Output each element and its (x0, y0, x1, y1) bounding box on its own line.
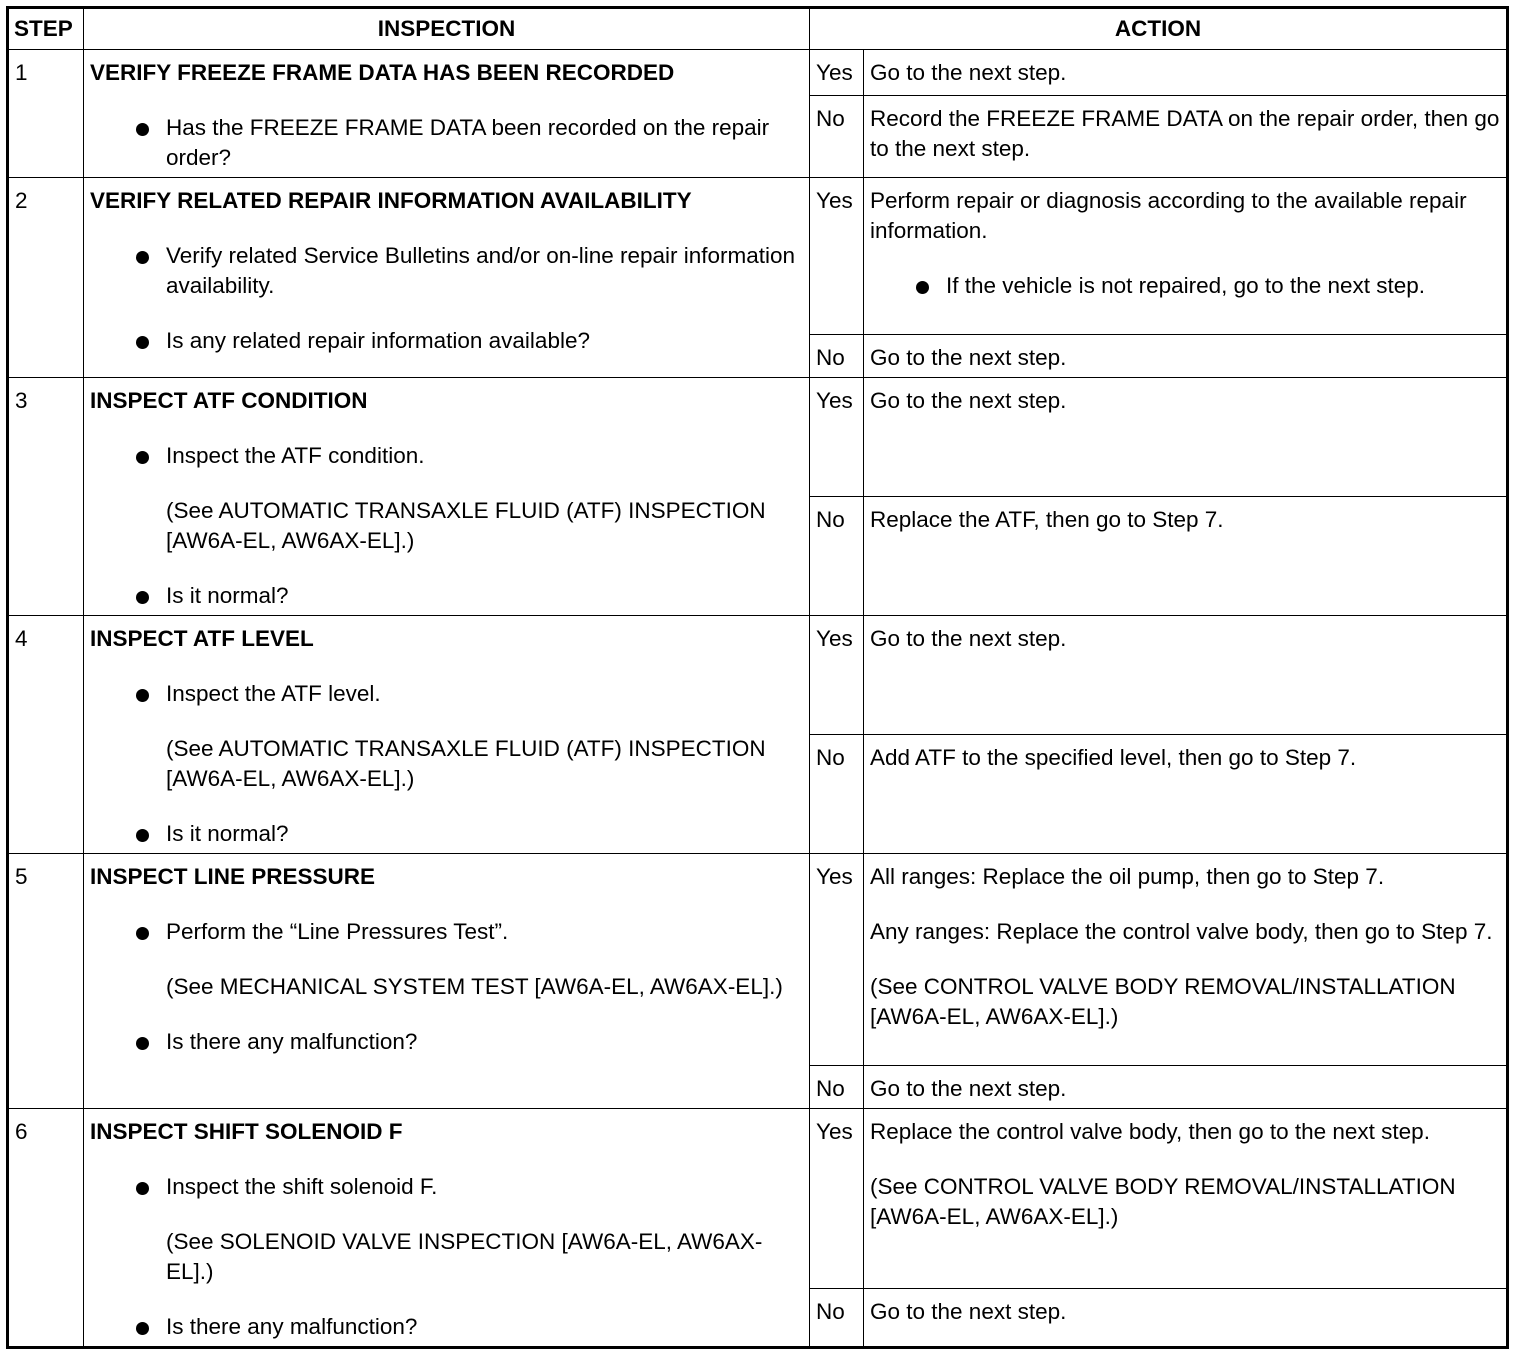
no-label: No (810, 1066, 864, 1109)
action-text: Go to the next step. (870, 626, 1067, 651)
no-label: No (810, 335, 864, 378)
header-inspection: INSPECTION (84, 8, 810, 50)
reference-text: (See MECHANICAL SYSTEM TEST [AW6A-EL, AW6AX-EL].) (166, 974, 783, 999)
yes-label: Yes (810, 50, 864, 96)
yes-action (864, 1109, 1508, 1289)
action-text: Go to the next step. (870, 345, 1067, 370)
step-2-yes-row (8, 178, 1508, 335)
action-text: Replace the ATF, then go to Step 7. (870, 507, 1224, 532)
no-action (864, 1289, 1508, 1348)
inspection-bullet: Perform the “Line Pressures Test”. (90, 917, 803, 947)
step-title: INSPECT ATF CONDITION (90, 388, 368, 413)
action-text: Record the FREEZE FRAME DATA on the repair order, then go to the next step. (870, 106, 1500, 162)
step-title: INSPECT LINE PRESSURE (90, 864, 376, 889)
header-action: ACTION (810, 8, 1508, 50)
no-action (864, 735, 1508, 854)
step-title: INSPECT ATF LEVEL (90, 626, 314, 651)
no-label: No (810, 735, 864, 854)
no-action (864, 96, 1508, 178)
no-label: No (810, 497, 864, 616)
reference-text: (See AUTOMATIC TRANSAXLE FLUID (ATF) INSPECTION [AW6A-EL, AW6AX-EL].) (166, 736, 766, 791)
step-inspection (84, 50, 810, 178)
header-row (8, 8, 1508, 50)
reference-text: (See AUTOMATIC TRANSAXLE FLUID (ATF) INSPECTION [AW6A-EL, AW6AX-EL].) (166, 498, 766, 553)
reference-text: (See SOLENOID VALVE INSPECTION [AW6A-EL, AW6AX-EL].) (166, 1229, 763, 1284)
no-label: No (810, 96, 864, 178)
inspection-bullet: Is there any malfunction? (90, 1312, 803, 1342)
inspection-bullet: Is it normal? (90, 581, 803, 611)
action-reference: (See CONTROL VALVE BODY REMOVAL/INSTALLATION [AW6A-EL, AW6AX-EL].) (870, 1174, 1456, 1229)
step-inspection (84, 378, 810, 616)
yes-label: Yes (810, 616, 864, 735)
step-4-yes-row (8, 616, 1508, 735)
inspection-bullet: Inspect the shift solenoid F. (90, 1172, 803, 1202)
inspection-bullet: Inspect the ATF level. (90, 679, 803, 709)
step-6-yes-row (8, 1109, 1508, 1289)
step-title: VERIFY FREEZE FRAME DATA HAS BEEN RECORDED (90, 60, 675, 85)
step-3-yes-row (8, 378, 1508, 497)
step-number: 4 (8, 616, 84, 854)
inspection-bullet: Is there any malfunction? (90, 1027, 803, 1057)
inspection-bullet: Inspect the ATF condition. (90, 441, 803, 471)
step-inspection (84, 854, 810, 1109)
step-number: 3 (8, 378, 84, 616)
yes-action (864, 178, 1508, 335)
step-number: 5 (8, 854, 84, 1109)
inspection-bullet: Is any related repair information available? (90, 326, 803, 356)
yes-label: Yes (810, 178, 864, 335)
no-action (864, 335, 1508, 378)
action-reference: (See CONTROL VALVE BODY REMOVAL/INSTALLATION [AW6A-EL, AW6AX-EL].) (870, 974, 1456, 1029)
inspection-bullet: Verify related Service Bulletins and/or on-line repair information availability. (90, 241, 803, 301)
yes-action (864, 378, 1508, 497)
step-number: 2 (8, 178, 84, 378)
action-text: Replace the control valve body, then go to the next step. (870, 1119, 1430, 1144)
yes-label: Yes (810, 1109, 864, 1289)
step-5-yes-row (8, 854, 1508, 1066)
action-text: Go to the next step. (870, 1076, 1067, 1101)
action-text: All ranges: Replace the oil pump, then go to Step 7. (870, 864, 1385, 889)
diagnostic-procedure-table (6, 6, 1509, 1349)
step-inspection (84, 616, 810, 854)
inspection-bullet: Has the FREEZE FRAME DATA been recorded on the repair order? (90, 113, 803, 173)
step-number: 6 (8, 1109, 84, 1348)
no-label: No (810, 1289, 864, 1348)
no-action (864, 1066, 1508, 1109)
yes-action (864, 616, 1508, 735)
action-text: Go to the next step. (870, 60, 1067, 85)
yes-action (864, 854, 1508, 1066)
yes-label: Yes (810, 378, 864, 497)
step-title: VERIFY RELATED REPAIR INFORMATION AVAILABILITY (90, 188, 692, 213)
yes-label: Yes (810, 854, 864, 1066)
action-text: Add ATF to the specified level, then go to Step 7. (870, 745, 1357, 770)
inspection-bullet: Is it normal? (90, 819, 803, 849)
header-step: STEP (8, 8, 84, 50)
step-inspection (84, 1109, 810, 1348)
action-text-secondary: Any ranges: Replace the control valve body, then go to Step 7. (870, 919, 1493, 944)
action-text: Perform repair or diagnosis according to the available repair information. (870, 188, 1467, 243)
action-text: Go to the next step. (870, 1299, 1067, 1325)
step-inspection (84, 178, 810, 378)
yes-action (864, 50, 1508, 96)
step-number: 1 (8, 50, 84, 178)
action-text: Go to the next step. (870, 388, 1067, 413)
step-title: INSPECT SHIFT SOLENOID F (90, 1119, 403, 1144)
action-bullet: If the vehicle is not repaired, go to the next step. (870, 271, 1500, 301)
step-1-yes-row (8, 50, 1508, 96)
no-action (864, 497, 1508, 616)
